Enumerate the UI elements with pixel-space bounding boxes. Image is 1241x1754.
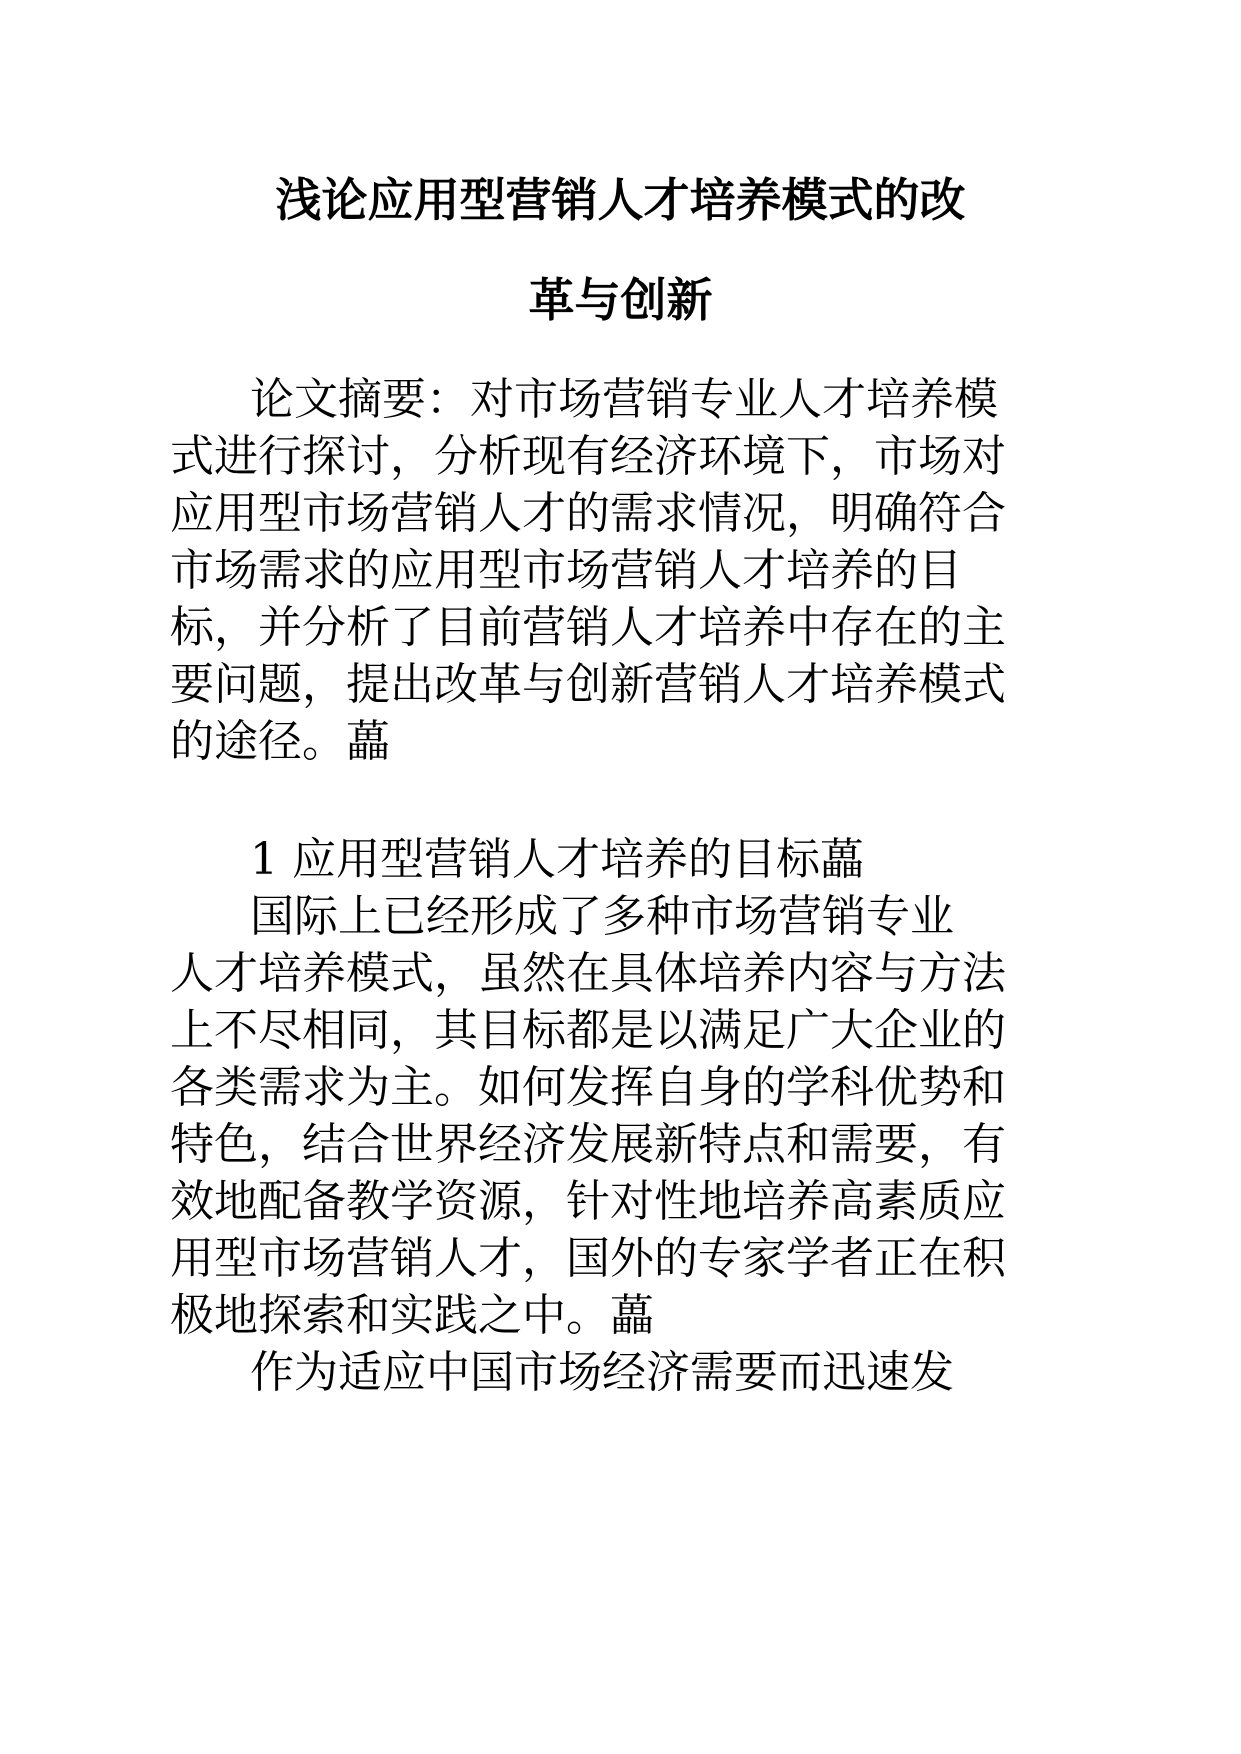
document-title-line-1: 浅论应用型营销人才培养模式的改	[275, 173, 966, 227]
abstract-line: 市场需求的应用型市场营销人才培养的目	[170, 545, 962, 596]
abstract-line: 的途径。藟	[170, 716, 390, 767]
abstract-line: 应用型市场营销人才的需求情况，明确符合	[170, 488, 1006, 539]
paragraph-line: 极地探索和实践之中。藟	[170, 1290, 654, 1341]
paragraph-line: 上不尽相同，其目标都是以满足广大企业的	[170, 1005, 1006, 1056]
section-heading: 1 应用型营销人才培养的目标藟	[250, 834, 864, 885]
abstract-line: 标，并分析了目前营销人才培养中存在的主	[170, 602, 1006, 653]
paragraph-line: 各类需求为主。如何发挥自身的学科优势和	[170, 1062, 1006, 1113]
paragraph-line: 特色，结合世界经济发展新特点和需要，有	[170, 1119, 1006, 1170]
abstract-line: 要问题，提出改革与创新营销人才培养模式	[170, 659, 1006, 710]
paragraph-line: 人才培养模式，虽然在具体培养内容与方法	[170, 948, 1006, 999]
paragraph-line: 效地配备教学资源，针对性地培养高素质应	[170, 1176, 1006, 1227]
abstract-line: 论文摘要：对市场营销专业人才培养模	[250, 374, 998, 425]
paragraph-line: 国际上已经形成了多种市场营销专业	[250, 891, 954, 942]
abstract-line: 式进行探讨，分析现有经济环境下，市场对	[170, 431, 1006, 482]
paragraph-line: 作为适应中国市场经济需要而迅速发	[250, 1347, 954, 1398]
paragraph-line: 用型市场营销人才，国外的专家学者正在积	[170, 1233, 1006, 1284]
document-title-line-2: 革与创新	[528, 273, 713, 327]
